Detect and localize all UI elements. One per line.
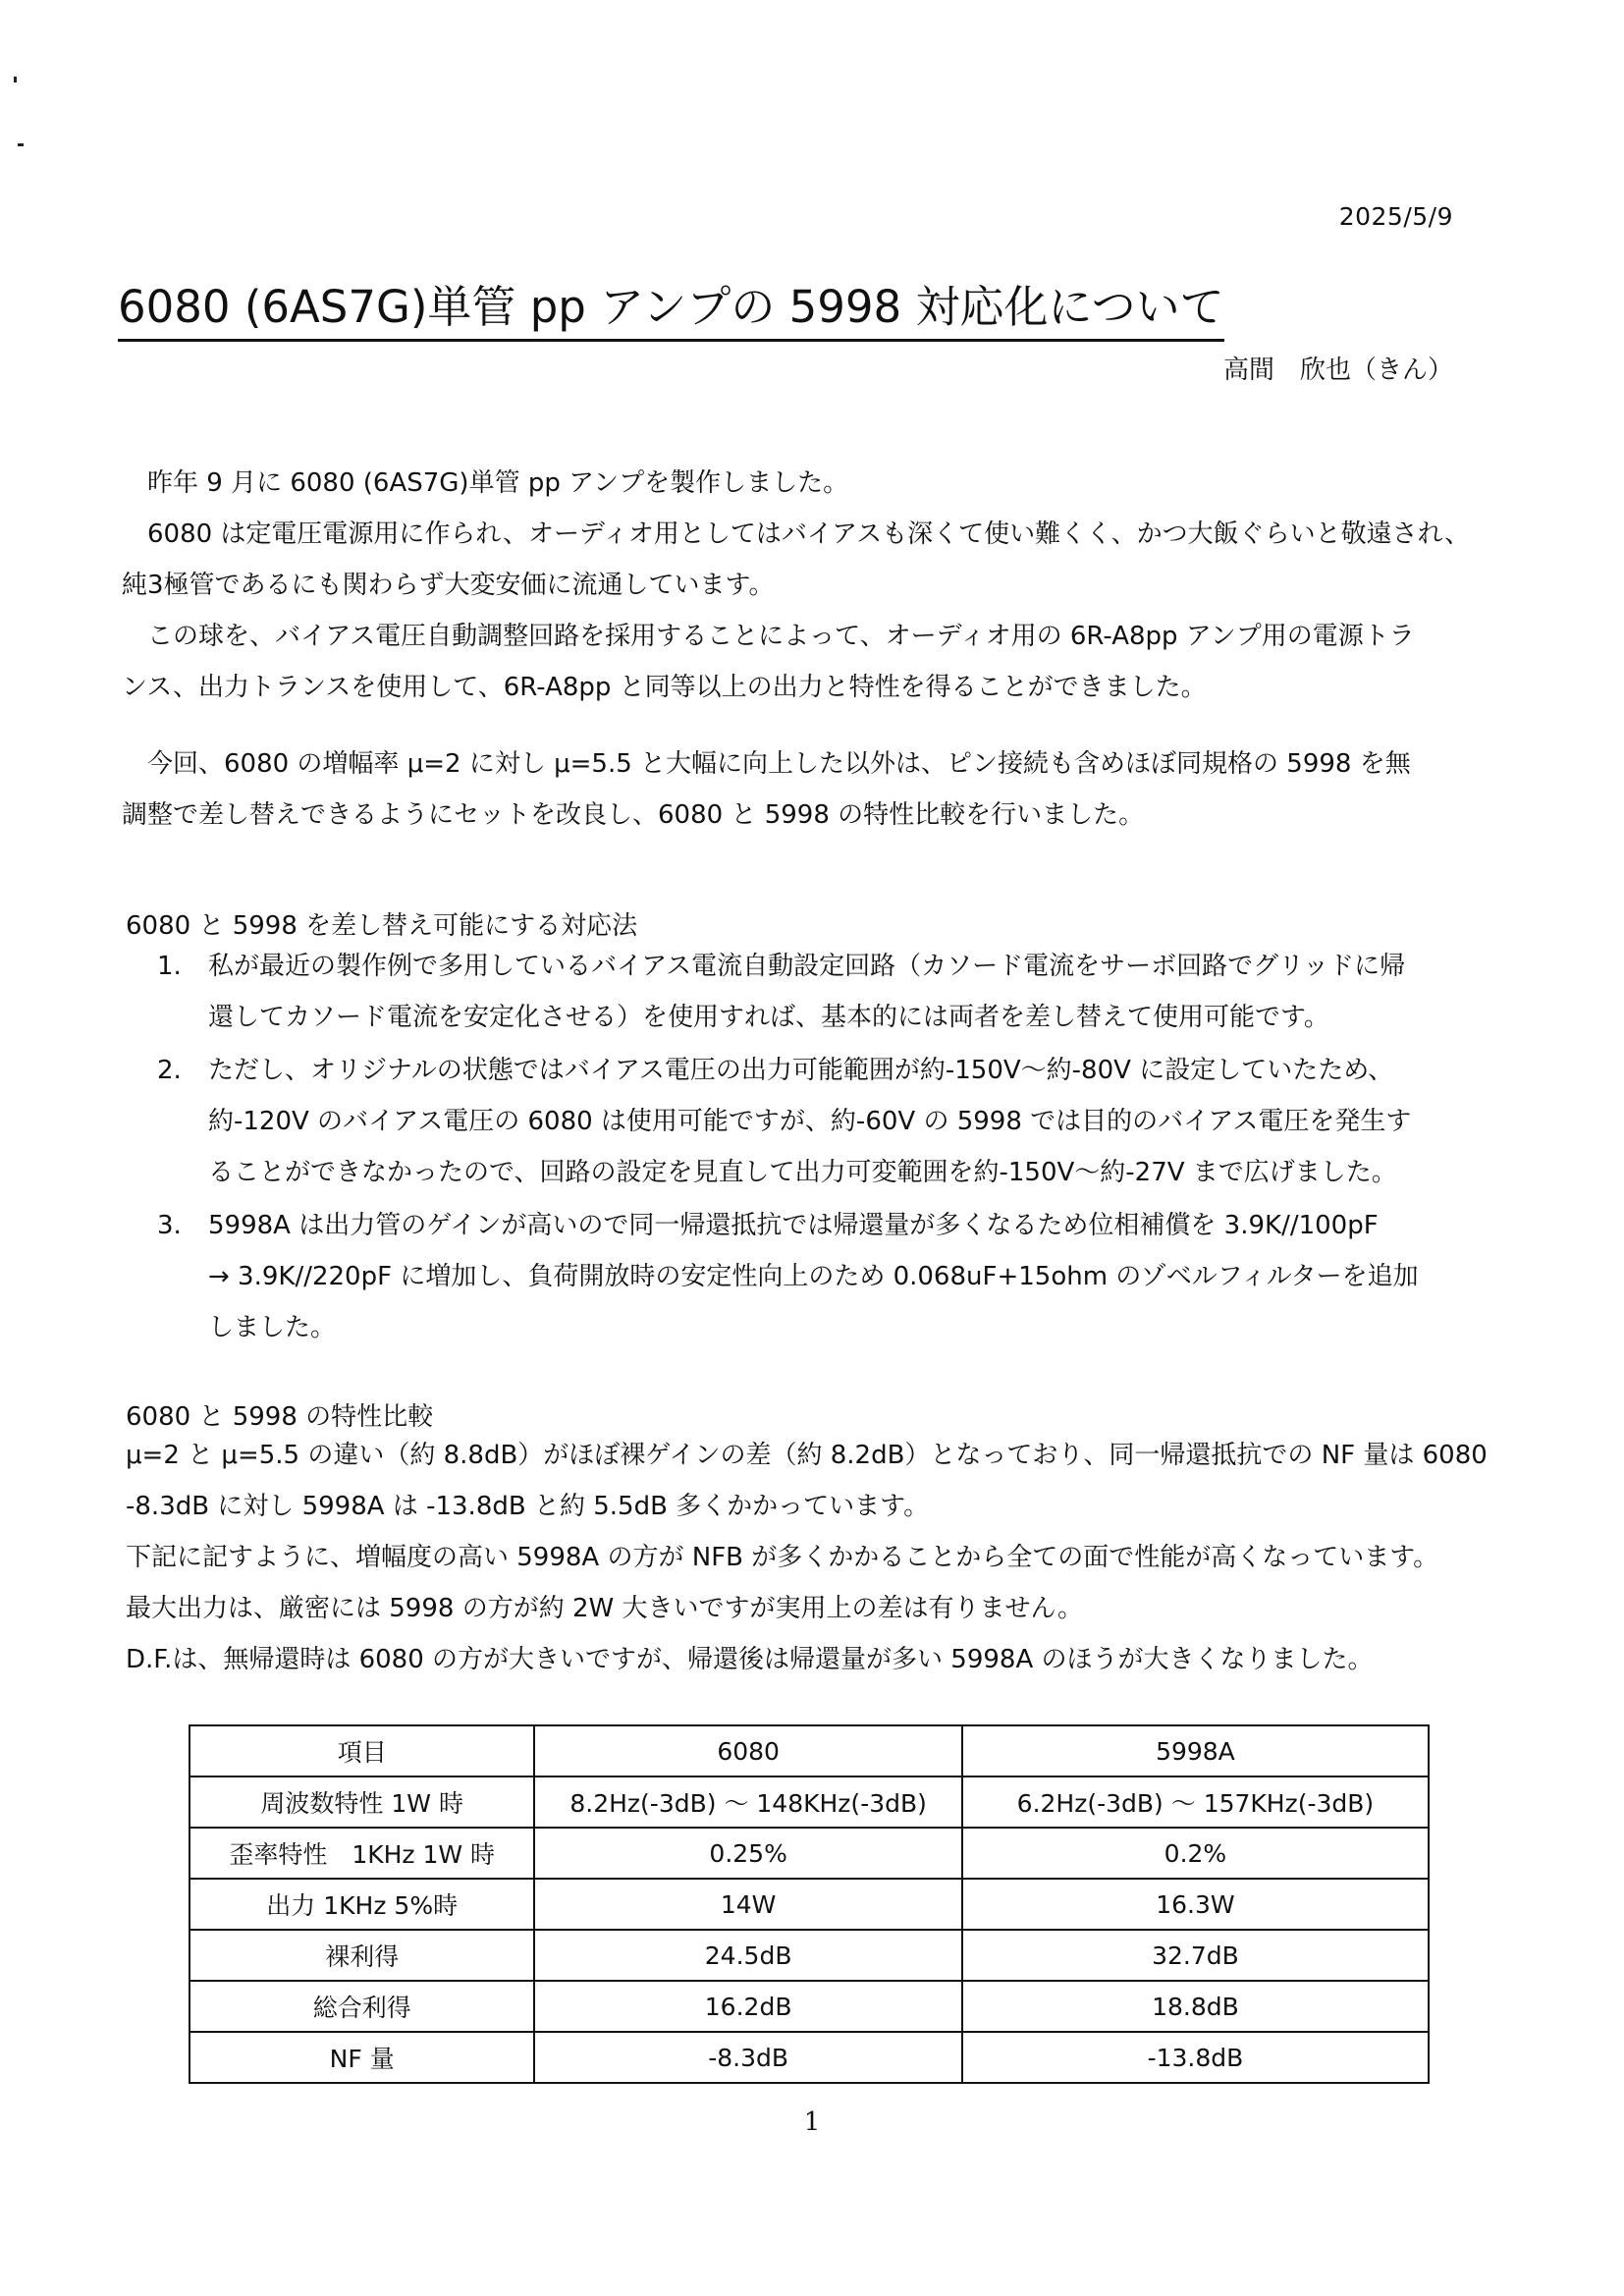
table-cell: 出力 1KHz 5%時 (189, 1879, 534, 1930)
table-row (189, 1777, 1429, 1828)
table-row (189, 1828, 1429, 1879)
list-item (157, 1200, 1473, 1353)
table-header-cell: 項目 (189, 1725, 534, 1777)
document-title: 6080 (6AS7G)単管 pp アンプの 5998 対応化について (118, 271, 1224, 342)
table-row (189, 1879, 1429, 1930)
list-item-number: 2. (157, 1056, 182, 1085)
compatibility-method-list (157, 941, 1473, 1355)
list-item (157, 941, 1473, 1043)
comparison-line: 下記に記すように、増幅度の高い 5998A の方が NFB が多くかかることから全ての面で性能が高くなっています。 (126, 1543, 1439, 1572)
table-cell: 総合利得 (189, 1981, 534, 2032)
table-row (189, 1930, 1429, 1981)
list-item-line: ることができなかったので、回路の設定を見直して出力可変範囲を約-150V～約-27V まで広げました。 (208, 1158, 1397, 1187)
table-cell: 6.2Hz(-3dB) ～ 157KHz(-3dB) (962, 1777, 1429, 1828)
table-cell: -8.3dB (534, 2032, 961, 2083)
intro-paragraph (122, 458, 1477, 713)
list-item-line: → 3.9K//220pF に増加し、負荷開放時の安定性向上のため 0.068uF+15ohm のゾベルフィルターを追加 (208, 1262, 1419, 1291)
table-row (189, 2032, 1429, 2083)
comparison-intro-line: 調整で差し替えできるようにセットを改良し、6080 と 5998 の特性比較を行いました。 (122, 800, 1145, 830)
table-cell: 14W (534, 1879, 961, 1930)
comparison-intro-paragraph (122, 738, 1477, 841)
comparison-line: 最大出力は、厳密には 5998 の方が約 2W 大きいですが実用上の差は有りません。 (126, 1594, 1084, 1623)
list-item-line: 還してカソード電流を安定化させる）を使用すれば、基本的には両者を差し替えて使用可能です。 (208, 1003, 1329, 1032)
list-item-number: 3. (157, 1211, 182, 1240)
table-header-row (189, 1725, 1429, 1777)
list-item-line: しました。 (208, 1313, 337, 1342)
page-number: 1 (803, 2107, 821, 2137)
table-row (189, 1981, 1429, 2032)
table-cell: 18.8dB (962, 1981, 1429, 2032)
table-cell: 0.25% (534, 1828, 961, 1879)
section-heading-compatibility: 6080 と 5998 を差し替え可能にする対応法 (126, 911, 638, 941)
comparison-paragraph (126, 1430, 1488, 1685)
table-cell: 24.5dB (534, 1930, 961, 1981)
intro-line: 昨年 9 月に 6080 (6AS7G)単管 pp アンプを製作しました。 (147, 468, 849, 498)
list-item-line: 約-120V のバイアス電圧の 6080 は使用可能ですが、約-60V の 5998 では目的のバイアス電圧を発生す (208, 1107, 1412, 1136)
list-item (157, 1045, 1473, 1198)
comparison-line: μ=2 と μ=5.5 の違い（約 8.8dB）がほぼ裸ゲインの差（約 8.2dB）となっており、同一帰還抵抗での NF 量は 6080 (126, 1441, 1488, 1470)
list-item-line: ただし、オリジナルの状態ではバイアス電圧の出力可能範囲が約-150V～約-80V に設定していたため、 (208, 1056, 1394, 1085)
table-cell: 周波数特性 1W 時 (189, 1777, 534, 1828)
comparison-line: D.F.は、無帰還時は 6080 の方が大きいですが、帰還後は帰還量が多い 5998A のほうが大きくなりました。 (126, 1645, 1374, 1674)
table-cell: 0.2% (962, 1828, 1429, 1879)
spec-comparison-table (189, 1724, 1430, 2084)
table-cell: 16.3W (962, 1879, 1429, 1930)
list-item-line: 5998A は出力管のゲインが高いので同一帰還抵抗では帰還量が多くなるため位相補償を 3.9K//100pF (208, 1211, 1379, 1240)
comparison-line: -8.3dB に対し 5998A は -13.8dB と約 5.5dB 多くかかっています。 (126, 1492, 930, 1521)
table-cell: 8.2Hz(-3dB) ～ 148KHz(-3dB) (534, 1777, 961, 1828)
table-cell: -13.8dB (962, 2032, 1429, 2083)
table-cell: 裸利得 (189, 1930, 534, 1981)
intro-line: 純3極管であるにも関わらず大変安価に流通しています。 (122, 571, 775, 600)
table-cell: 歪率特性 1KHz 1W 時 (189, 1828, 534, 1879)
intro-line: この球を、バイアス電圧自動調整回路を採用することによって、オーディオ用の 6R-A8pp アンプ用の電源トラ (147, 622, 1415, 651)
scan-speck (14, 77, 17, 82)
table-cell: 16.2dB (534, 1981, 961, 2032)
intro-line: 6080 は定電圧電源用に作られ、オーディオ用としてはバイアスも深くて使い難くく、かつ大飯ぐらいと敬遠され、 (147, 519, 1471, 549)
document-date: 2025/5/9 (1338, 202, 1453, 231)
comparison-intro-line: 今回、6080 の増幅率 μ=2 に対し μ=5.5 と大幅に向上した以外は、ピン接続も含めほぼ同規格の 5998 を無 (147, 749, 1411, 779)
intro-line: ンス、出力トランスを使用して、6R-A8pp と同等以上の出力と特性を得ることができました。 (122, 673, 1207, 702)
author-name: 高間 欣也（きん） (1222, 355, 1453, 385)
list-item-number: 1. (157, 952, 182, 981)
table-cell: NF 量 (189, 2032, 534, 2083)
list-item-line: 私が最近の製作例で多用しているバイアス電流自動設定回路（カソード電流をサーボ回路でグリッドに帰 (208, 952, 1406, 981)
scan-speck (18, 143, 24, 146)
section-heading-comparison: 6080 と 5998 の特性比較 (126, 1402, 434, 1432)
table-cell: 32.7dB (962, 1930, 1429, 1981)
table-header-cell: 6080 (534, 1725, 961, 1777)
table-header-cell: 5998A (962, 1725, 1429, 1777)
